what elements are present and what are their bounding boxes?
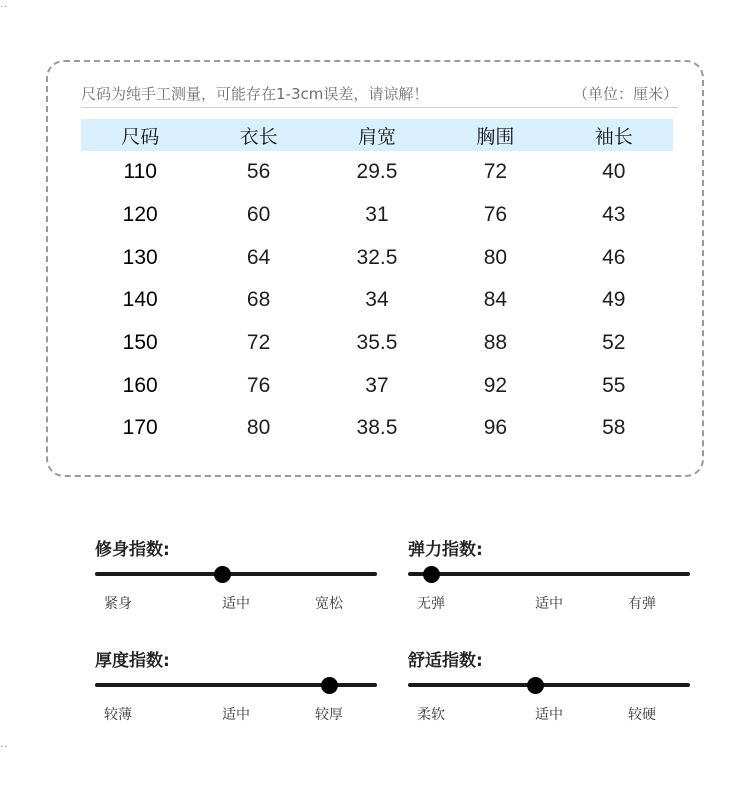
table-cell: 64 [246, 245, 271, 269]
elasticity-index-label-high: 有弹 [628, 596, 656, 612]
measurement-note [81, 81, 678, 108]
elasticity-index-track [408, 572, 690, 576]
comfort-index-label-low: 柔软 [417, 707, 445, 723]
fit-index-label-mid: 适中 [222, 596, 250, 612]
table-cell: 110 [123, 160, 157, 184]
table-cell: 34 [365, 288, 389, 312]
table-cell: 55 [602, 373, 626, 397]
fit-index-knob [214, 566, 231, 583]
table-cell: 29.5 [356, 160, 398, 184]
table-cell: 40 [602, 160, 626, 184]
fit-index-label-low: 紧身 [104, 596, 132, 612]
table-cell: 31 [365, 203, 389, 227]
table-cell: 52 [602, 331, 626, 355]
table-cell: 76 [246, 373, 271, 397]
table-row [81, 364, 673, 407]
table-cell: 170 [122, 416, 158, 440]
table-cell: 72 [483, 160, 508, 184]
table-row [81, 279, 673, 322]
comfort-index-knob [527, 677, 544, 694]
table-cell: 32.5 [356, 245, 398, 269]
table-cell: 43 [602, 203, 626, 227]
elasticity-index-label-low: 无弹 [417, 596, 445, 612]
table-cell: 68 [246, 288, 271, 312]
elasticity-index [408, 535, 690, 625]
measurement-disclaimer: 尺码为纯手工测量，可能存在1-3cm误差，请谅解！ [81, 85, 429, 103]
table-cell: 56 [246, 160, 271, 184]
column-header-shoulder: 肩宽 [318, 119, 436, 151]
fit-index-label-high: 宽松 [315, 596, 343, 612]
table-row [81, 194, 673, 237]
table-cell: 58 [602, 416, 626, 440]
corner-dots-decoration: ·· [0, 742, 9, 753]
table-cell: 160 [122, 373, 158, 397]
table-cell: 130 [122, 245, 158, 269]
table-row [81, 407, 673, 450]
thickness-index [95, 646, 377, 736]
table-cell: 46 [602, 245, 626, 269]
elasticity-index-label-mid: 适中 [535, 596, 563, 612]
table-row [81, 151, 673, 194]
size-table [81, 119, 673, 450]
thickness-index-label-low: 较薄 [104, 707, 132, 723]
unit-label: （单位：厘米） [572, 85, 678, 103]
corner-dots-decoration: ·· [0, 2, 9, 13]
thickness-index-title: 厚度指数: [95, 651, 170, 671]
table-cell: 37 [365, 373, 389, 397]
table-cell: 150 [122, 331, 158, 355]
table-header-row [81, 119, 673, 151]
comfort-index-label-mid: 适中 [535, 707, 563, 723]
table-row [81, 322, 673, 365]
table-cell: 35.5 [356, 331, 398, 355]
thickness-index-label-high: 较厚 [315, 707, 343, 723]
column-header-chest: 胸围 [436, 119, 554, 151]
fit-index-title: 修身指数: [95, 540, 170, 560]
fit-index-track [95, 572, 377, 576]
fit-index [95, 535, 377, 625]
table-cell: 49 [602, 288, 626, 312]
table-cell: 80 [483, 245, 508, 269]
size-chart-card [46, 60, 704, 477]
table-cell: 84 [483, 288, 508, 312]
table-cell: 96 [483, 416, 508, 440]
comfort-index-track [408, 683, 690, 687]
comfort-index-title: 舒适指数: [408, 651, 483, 671]
table-cell: 60 [246, 203, 271, 227]
table-cell: 92 [483, 373, 508, 397]
column-header-size: 尺码 [81, 119, 199, 151]
thickness-index-knob [321, 677, 338, 694]
column-header-sleeve: 袖长 [555, 119, 673, 151]
table-row [81, 236, 673, 279]
table-cell: 80 [246, 416, 271, 440]
table-cell: 72 [246, 331, 271, 355]
elasticity-index-knob [423, 566, 440, 583]
comfort-index-label-high: 较硬 [628, 707, 656, 723]
column-header-length: 衣长 [199, 119, 317, 151]
table-cell: 120 [122, 203, 158, 227]
thickness-index-label-mid: 适中 [222, 707, 250, 723]
table-cell: 76 [483, 203, 508, 227]
table-cell: 38.5 [356, 416, 398, 440]
elasticity-index-title: 弹力指数: [408, 540, 483, 560]
comfort-index [408, 646, 690, 736]
table-cell: 88 [483, 331, 508, 355]
table-cell: 140 [122, 288, 158, 312]
